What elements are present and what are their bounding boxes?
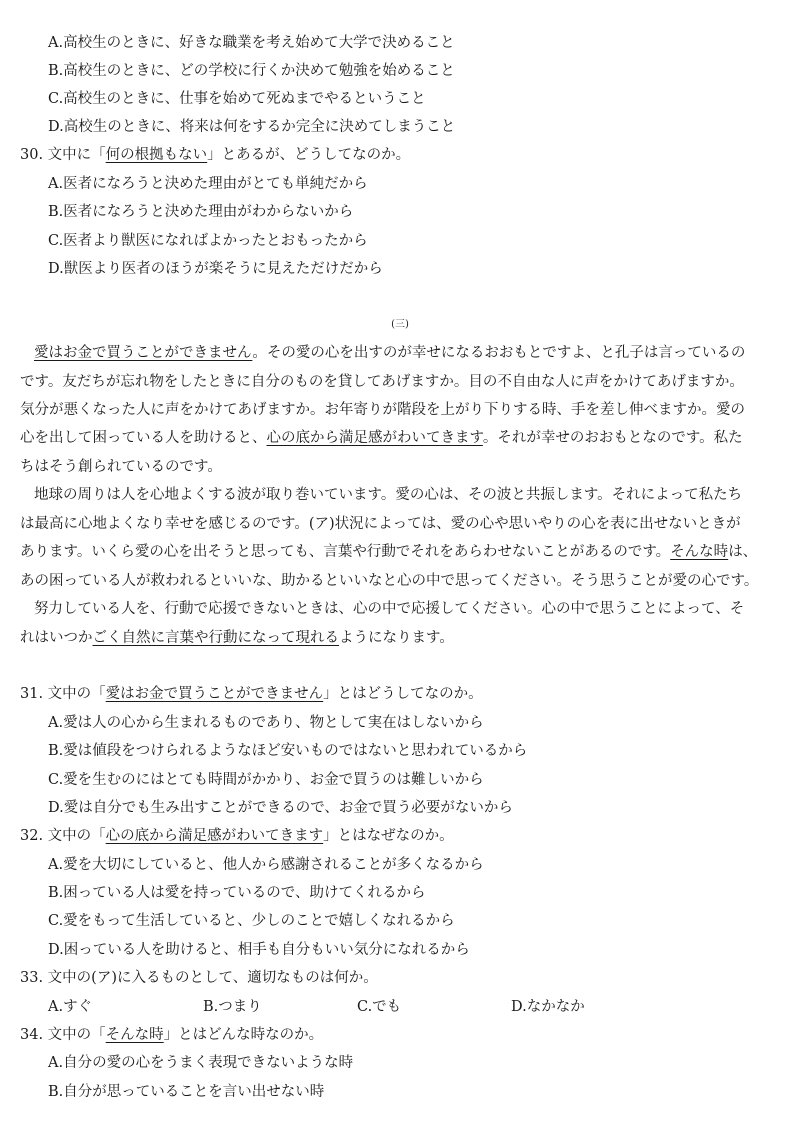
q29-option-c: C.高校生のときに、仕事を始めて死ぬまでやるということ [48, 91, 426, 107]
q31-option-d: D.愛は自分でも生み出すことができるので、お金で買う必要がないから [48, 800, 513, 816]
q31-option-b: B.愛は値段をつけられるようなほど安いものではないと思われているから [48, 743, 528, 759]
q34-quote: そんな時 [105, 1027, 164, 1043]
q32-option-b: B.困っている人は愛を持っているので、助けてくれるから [48, 885, 426, 901]
passage-line-4 [20, 428, 743, 448]
q30-suffix: 」とあるが、どうしてなのか。 [207, 147, 411, 163]
q29-option-d: D.高校生のときに、将来は何をするか完全に決めてしまうこと [48, 119, 456, 135]
q32-suffix: 」とはなぜなのか。 [323, 828, 454, 844]
q30-option-a: A.医者になろうと決めた理由がとても単純だから [48, 176, 368, 192]
passage-line-5: ちはそう創られているのです。 [20, 459, 222, 475]
section-title: (三) [391, 319, 409, 330]
question-30 [20, 145, 410, 165]
question-32 [20, 826, 454, 846]
passage-text: 心を出して困っている人を助けると、 [20, 430, 267, 446]
q34-suffix: 」とはどんな時なのか。 [163, 1027, 324, 1043]
q32-option-a: A.愛を大切にしていると、他人から感謝されることが多くなるから [48, 857, 484, 873]
q30-prefix: 30. 文中に「 [20, 147, 106, 163]
passage-text: 。それが幸せのおおもとなのです。私た [482, 430, 743, 446]
passage-line-10: 努力している人を、行動で応援できないときは、心の中で応援してください。心の中で思うことによって、そ [34, 601, 745, 617]
underline-phrase-1: 愛はお金で買うことができません [34, 345, 253, 361]
q31-quote: 愛はお金で買うことができません [105, 686, 324, 702]
question-31 [20, 684, 483, 704]
q34-option-a: A.自分の愛の心をうまく表現できないような時 [48, 1055, 354, 1071]
q32-prefix: 32. 文中の「 [20, 828, 106, 844]
q33-option-c: C.でも [357, 999, 402, 1015]
q31-suffix: 」とはどうしてなのか。 [323, 686, 483, 702]
q31-option-c: C.愛を生むのにはとても時間がかかり、お金で買うのは難しいから [48, 772, 484, 788]
q29-option-b: B.高校生のときに、どの学校に行くか決めて勉強を始めること [48, 63, 455, 79]
q33-option-d: D.なかなか [511, 999, 585, 1015]
passage-text: あります。いくら愛の心を出そうと思っても、言葉や行動でそれをあらわせないことがあるのです。 [20, 544, 671, 560]
passage-text: れはいつか [20, 630, 93, 646]
q32-option-d: D.困っている人を助けると、相手も自分もいい気分になれるから [48, 942, 470, 958]
q33-option-b: B.つまり [203, 999, 262, 1015]
passage-text: ようになります。 [339, 630, 454, 646]
q32-option-c: C.愛をもって生活していると、少しのことで嬉しくなれるから [48, 913, 455, 929]
passage-line-8 [20, 542, 757, 562]
q30-option-c: C.医者より獣医になればよかったとおもったから [48, 233, 368, 249]
q32-quote: 心の底から満足感がわいてきます [105, 828, 324, 844]
question-34 [20, 1025, 323, 1045]
passage-line-6: 地球の周りは人を心地よくする波が取り巻いています。愛の心は、その波と共振します。それによって私たち [34, 487, 743, 503]
passage-line-11 [20, 628, 454, 648]
passage-text: 。その愛の心を出すのが幸せになるおおもとですよ、と孔子は言っているの [252, 345, 746, 361]
underline-phrase-3: そんな時 [670, 544, 729, 560]
underline-phrase-2: 心の底から満足感がわいてきます [266, 430, 483, 446]
passage-line-2: です。友だちが忘れ物をしたときに自分のものを貸してあげますか。目の不自由な人に声をかけてあげますか。 [20, 374, 744, 390]
q34-option-b: B.自分が思っていることを言い出せない時 [48, 1084, 325, 1100]
q29-option-a: A.高校生のときに、好きな職業を考え始めて大学で決めること [48, 35, 455, 51]
question-33: 33. 文中の(ア)に入るものとして、適切なものは何か。 [20, 970, 378, 986]
q30-quote: 何の根拠もない [105, 147, 208, 163]
q34-prefix: 34. 文中の「 [20, 1027, 106, 1043]
q33-option-a: A.すぐ [48, 999, 93, 1015]
q30-option-b: B.医者になろうと決めた理由がわからないから [48, 204, 354, 220]
passage-text: は、 [728, 544, 758, 560]
passage-line-3: 気分が悪くなった人に声をかけてあげますか。お年寄りが階段を上がり下りする時、手を差し伸べますか。愛の [20, 402, 745, 418]
passage-line-7: は最高に心地よくなり幸せを感じるのです。(ア)状況によっては、愛の心や思いやりの心を表に出せないときが [20, 516, 741, 532]
q30-option-d: D.獣医より医者のほうが楽そうに見えただけだから [48, 261, 383, 277]
q31-option-a: A.愛は人の心から生まれるものであり、物として実在はしないから [48, 715, 484, 731]
passage-line-9: あの困っている人が救われるといいな、助かるといいなと心の中で思ってください。そう思うことが愛の心です。 [20, 573, 759, 589]
passage-line-1 [34, 343, 745, 363]
q31-prefix: 31. 文中の「 [20, 686, 106, 702]
underline-phrase-4: ごく自然に言葉や行動になって現れる [92, 630, 339, 646]
